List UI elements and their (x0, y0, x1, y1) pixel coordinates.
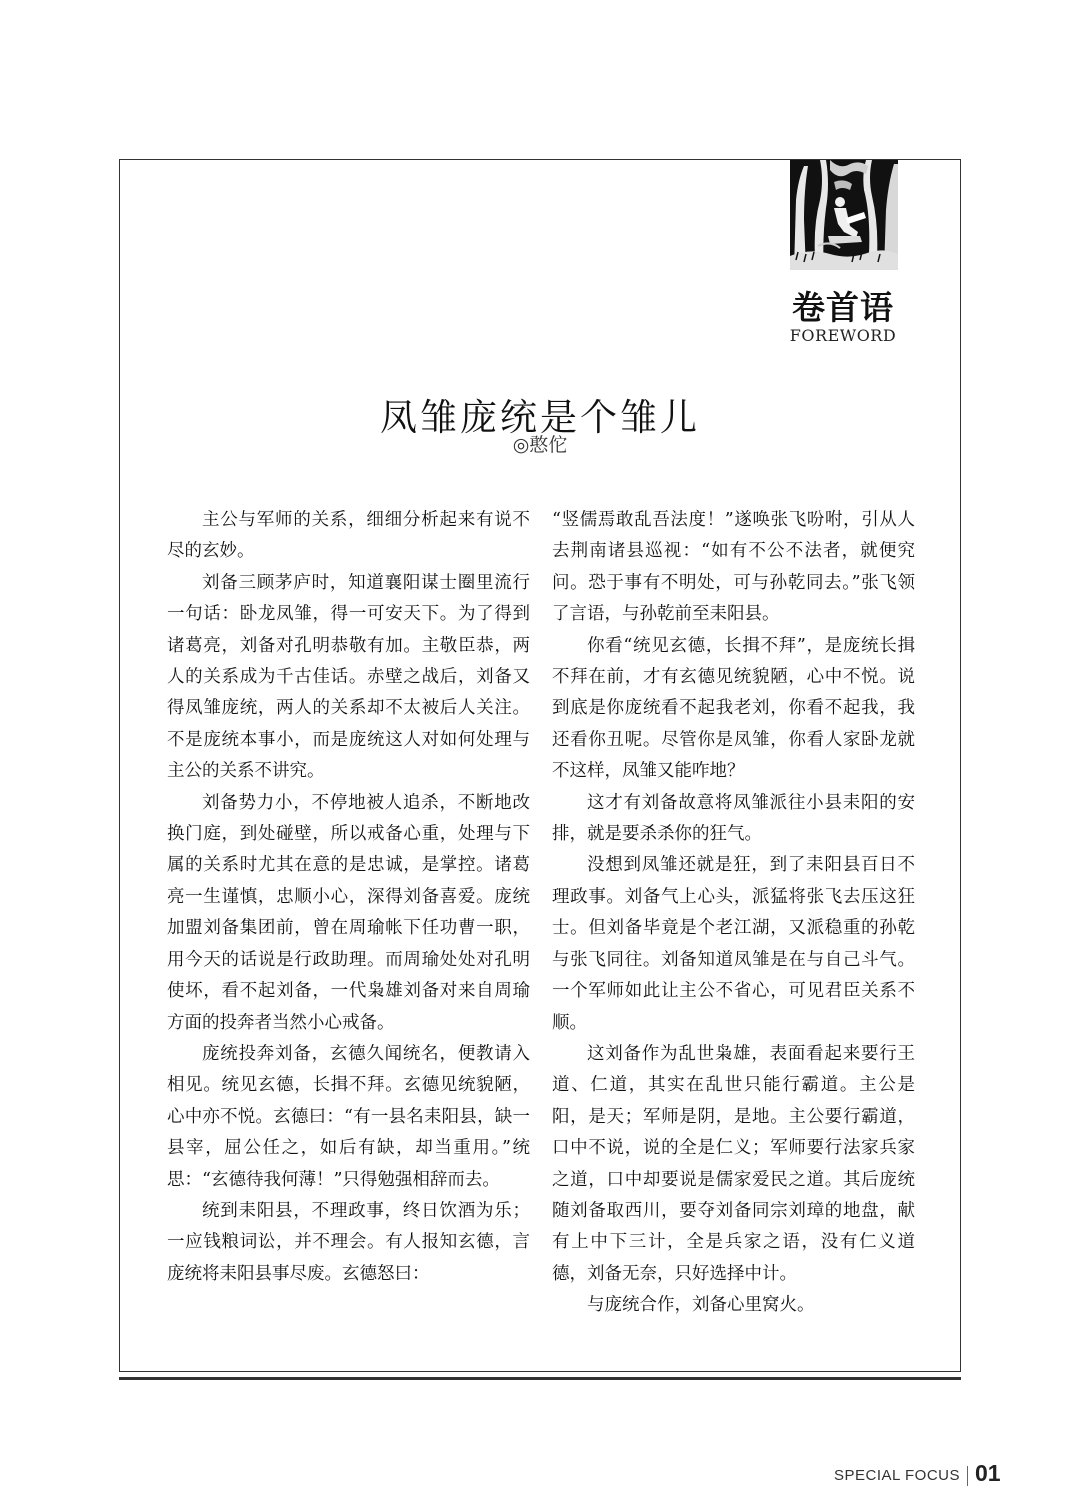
bottom-rule-thin (119, 1371, 961, 1372)
woodcut-reader-illustration (790, 160, 898, 270)
paragraph: 这才有刘备故意将凤雏派往小县耒阳的安排，就是要杀杀你的狂气。 (552, 792, 915, 845)
left-column (167, 505, 530, 1290)
paragraph: 主公与军师的关系，细细分析起来有说不尽的玄妙。 (167, 510, 530, 562)
right-column (552, 505, 915, 1322)
article-author: ◎憨佗 (512, 434, 568, 456)
paragraph: 你看“统见玄德，长揖不拜”，是庞统长揖不拜在前，才有玄德见统貌陋，心中不悦。说到底是你庞统看不起我老刘，你看不起我，我还看你丑呢。尽管你是凤雏，你看人家卧龙就不这样，凤雏又能咋地？ (552, 635, 915, 782)
paragraph-continuation: “竖儒焉敢乱吾法度！”遂唤张飞吩咐，引从人去荆南诸县巡视：“如有不公不法者，就便究问。恐于事有不明处，可与孙乾同去。”张飞领了言语，与孙乾前至耒阳县。 (552, 510, 915, 625)
article-title: 凤雏庞统是个雏儿 (380, 395, 700, 439)
section-subtitle: FOREWORD (789, 326, 897, 345)
paragraph: 庞统投奔刘备，玄德久闻统名，便教请入相见。统见玄德，长揖不拜。玄德见统貌陋，心中亦不悦。玄德曰：“有一县名耒阳县，缺一县宰，屈公任之，如后有缺，却当重用。”统思：“玄德待我何薄！”只得勉强相辞而去。 (167, 1043, 530, 1190)
paragraph: 这刘备作为乱世枭雄，表面看起来要行王道、仁道，其实在乱世只能行霸道。主公是阳，是天；军师是阴，是地。主公要行霸道，口中不说，说的全是仁义；军师要行法家兵家之道，口中却要说是儒家爱民之道。其后庞统随刘备取西川，要夺刘备同宗刘璋的地盘，献有上中下三计，全是兵家之语，没有仁义道德，刘备无奈，只好选择中计。 (552, 1043, 915, 1284)
paragraph: 与庞统合作，刘备心里窝火。 (587, 1295, 815, 1316)
paragraph: 刘备三顾茅庐时，知道襄阳谋士圈里流行一句话：卧龙凤雏，得一可安天下。为了得到诸葛亮，刘备对孔明恭敬有加。主敬臣恭，两人的关系成为千古佳话。赤壁之战后，刘备又得凤雏庞统，两人的关系却不太被后人关注。不是庞统本事小，而是庞统这人对如何处理与主公的关系不讲究。 (167, 572, 530, 782)
footer-separator (967, 1466, 968, 1486)
paragraph: 统到耒阳县，不理政事，终日饮酒为乐；一应钱粮词讼，并不理会。有人报知玄德，言庞统将耒阳县事尽废。玄德怒曰： (167, 1200, 530, 1284)
footer-section-label: SPECIAL FOCUS (834, 1467, 960, 1484)
paragraph: 刘备势力小，不停地被人追杀，不断地改换门庭，到处碰壁，所以戒备心重，处理与下属的关系时尤其在意的是忠诚，是掌控。诸葛亮一生谨慎，忠顺小心，深得刘备喜爱。庞统加盟刘备集团前，曾在周瑜帐下任功曹一职，用今天的话说是行政助理。而周瑜处处对孔明使坏，看不起刘备，一代枭雄刘备对来自周瑜方面的投奔者当然小心戒备。 (167, 792, 530, 1033)
paragraph: 没想到凤雏还就是狂，到了耒阳县百日不理政事。刘备气上心头，派猛将张飞去压这狂士。但刘备毕竟是个老江湖，又派稳重的孙乾与张飞同往。刘备知道凤雏是在与自己斗气。一个军师如此让主公不省心，可见君臣关系不顺。 (552, 855, 915, 1033)
section-title: 卷首语 (792, 288, 894, 327)
bottom-rule-thick (119, 1377, 961, 1380)
page-number: 01 (975, 1460, 1001, 1486)
